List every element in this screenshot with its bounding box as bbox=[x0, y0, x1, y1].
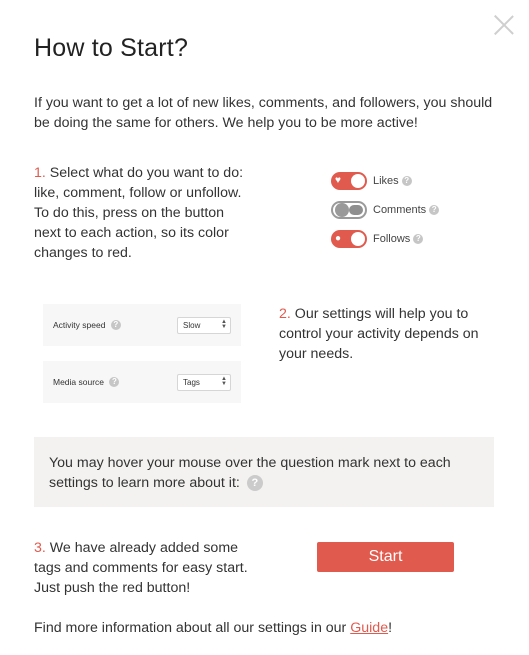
step-3-body: We have already added some tags and comments for easy start. Just push the red button! bbox=[34, 540, 248, 596]
step-1-number: 1. bbox=[34, 165, 46, 181]
activity-speed-select[interactable]: Slow ▲ ▼ bbox=[177, 317, 231, 334]
comments-label: Comments bbox=[373, 203, 427, 216]
likes-toggle[interactable] bbox=[331, 172, 367, 190]
toggle-row-follows bbox=[331, 229, 439, 248]
follows-label: Follows bbox=[373, 232, 411, 245]
close-icon[interactable] bbox=[493, 14, 515, 36]
settings-preview bbox=[43, 304, 241, 404]
action-toggles bbox=[331, 171, 439, 258]
media-source-select[interactable]: Tags ▲ ▼ bbox=[177, 374, 231, 391]
step-1-body: Select what do you want to do: like, comment, follow or unfollow. To do this, press on the button next to each action, so its color changes to red. bbox=[34, 165, 244, 261]
info-box bbox=[34, 437, 494, 507]
setting-label: Media source ? bbox=[53, 377, 119, 388]
info-text: You may hover your mouse over the question mark next to each settings to learn more about it: bbox=[49, 455, 451, 491]
intro-text: If you want to get a lot of new likes, comments, and followers, you should be doing the same for others. We help you to be more active! bbox=[34, 95, 493, 131]
follows-toggle[interactable] bbox=[331, 230, 367, 248]
help-icon[interactable]: ? bbox=[429, 205, 439, 215]
step-2-text bbox=[279, 304, 509, 364]
help-icon[interactable]: ? bbox=[413, 234, 423, 244]
help-icon[interactable]: ? bbox=[402, 176, 412, 186]
step-2-body: Our settings will help you to control your activity depends on your needs. bbox=[279, 306, 479, 362]
step-1-text bbox=[34, 163, 249, 263]
step-2-number: 2. bbox=[279, 306, 291, 322]
select-arrows-icon: ▲ ▼ bbox=[221, 376, 227, 387]
heart-icon: ♥ bbox=[335, 174, 341, 186]
setting-row-activity-speed bbox=[43, 304, 241, 346]
setting-label: Activity speed ? bbox=[53, 320, 121, 331]
toggle-knob bbox=[335, 203, 349, 217]
guide-link[interactable]: Guide bbox=[350, 620, 389, 636]
start-button[interactable]: Start bbox=[317, 542, 454, 572]
help-icon[interactable]: ? bbox=[109, 377, 119, 387]
step-3-text bbox=[34, 538, 254, 598]
page-title: How to Start? bbox=[34, 34, 189, 62]
toggle-knob bbox=[351, 232, 365, 246]
help-icon[interactable]: ? bbox=[111, 320, 121, 330]
help-icon[interactable]: ? bbox=[247, 475, 263, 491]
comments-toggle[interactable] bbox=[331, 201, 367, 219]
user-icon: ● bbox=[335, 232, 342, 244]
footer-text: Find more information about all our settings in our Guide! bbox=[34, 620, 393, 636]
select-arrows-icon: ▲ ▼ bbox=[221, 319, 227, 330]
toggle-row-likes bbox=[331, 171, 439, 190]
setting-row-media-source bbox=[43, 361, 241, 403]
likes-label: Likes bbox=[373, 174, 399, 187]
toggle-knob bbox=[351, 174, 365, 188]
step-3-number: 3. bbox=[34, 540, 46, 556]
toggle-row-comments bbox=[331, 200, 439, 219]
